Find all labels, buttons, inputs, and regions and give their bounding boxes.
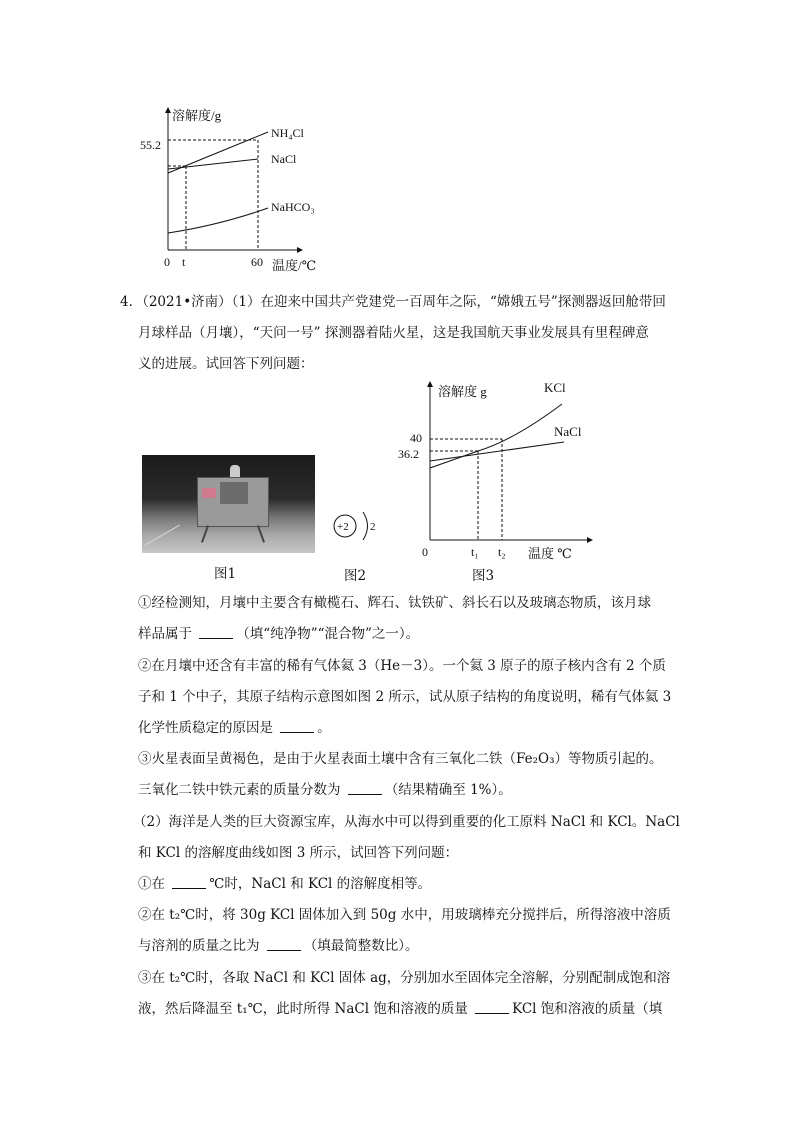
x-axis-label: 温度/℃ [272, 258, 317, 273]
fig3-y-axis-label: 溶解度 g [438, 384, 487, 399]
question-line-1 [120, 293, 666, 311]
fig3-solubility-chart [394, 378, 634, 568]
fig1-caption: 图1 [214, 566, 237, 582]
helium-atom-diagram [332, 508, 382, 544]
body-line-10 [138, 875, 431, 893]
fig3-caption: 图3 [472, 568, 495, 584]
answer-blank-1[interactable] [199, 626, 233, 639]
body-line-10-text-a: ①在 [138, 876, 170, 892]
body-line-11: ②在 t₂℃时，将 30g KCl 固体加入到 50g 水中，用玻璃棒充分搅拌后，所得溶液中溶质 [138, 907, 671, 923]
series-nacl-line [168, 159, 258, 169]
body-line-12-text-a: 与溶剂的质量之比为 [138, 938, 264, 954]
question-source: （2021•济南） [142, 294, 232, 310]
nucleus-charge: +2 [337, 521, 349, 533]
series-nh4cl-label: NH₄Cl [271, 126, 304, 140]
body-line-6: ③火星表面呈黄褐色，是由于火星表面土壤中含有三氧化二铁（Fe₂O₃）等物质引起的。 [138, 751, 663, 767]
body-line-3: ②在月壤中还含有丰富的稀有气体氦 3（He－3）。一个氦 3 原子的原子核内含有 2 个质 [138, 658, 666, 674]
body-line-7 [138, 781, 512, 799]
lander-body [197, 477, 269, 527]
body-line-2-text-b: （填“纯净物”“混合物”之一）。 [236, 626, 420, 642]
y-tick-55-2: 55.2 [140, 138, 161, 152]
x-tick-t: t [182, 255, 186, 269]
answer-blank-3[interactable] [348, 782, 382, 795]
fig3-series-kcl-label: KCl [544, 380, 566, 395]
answer-blank-6[interactable] [475, 1001, 509, 1014]
lander-leg-1 [201, 525, 209, 543]
lander-panel-pink [202, 488, 216, 498]
lander-ramp [145, 525, 180, 546]
answer-blank-4[interactable] [172, 876, 206, 889]
body-line-5-text-b: 。 [317, 720, 331, 736]
answer-blank-2[interactable] [280, 720, 314, 733]
body-line-9: 和 KCl 的溶解度曲线如图 3 所示，试回答下列问题： [138, 845, 459, 861]
moon-lander-photo [142, 455, 315, 553]
answer-blank-5[interactable] [267, 938, 301, 951]
lander-panel-dark [220, 482, 248, 504]
body-line-14-text-b: KCl 饱和溶液的质量（填 [512, 1001, 663, 1017]
fig3-y-tick-40: 40 [410, 431, 422, 445]
series-nahco3-line [168, 208, 268, 233]
y-axis-label: 溶解度/g [172, 108, 222, 123]
question-number: 4． [120, 294, 143, 310]
body-line-13: ③在 t₂℃时，各取 NaCl 和 KCl 固体 ag，分别加水至固体完全溶解，分别配制成饱和溶 [138, 970, 671, 986]
body-line-2-text-a: 样品属于 [138, 626, 197, 642]
body-line-7-text-a: 三氧化二铁中铁元素的质量分数为 [138, 782, 345, 798]
intro-line-2: 月球样品（月壤），“天问一号” 探测器着陆火星，这是我国航天事业发展具有里程碑意 [138, 325, 649, 341]
intro-line-1: （1）在迎来中国共产党建党一百周年之际，“嫦娥五号”探测器返回舱带回 [231, 294, 666, 310]
electron-shell-arc [363, 512, 368, 540]
body-line-1: ①经检测知，月壤中主要含有橄榄石、辉石、钛铁矿、斜长石以及玻璃态物质，该月球 [138, 595, 651, 611]
intro-line-3: 义的进展。试回答下列问题： [138, 356, 314, 372]
series-nacl-label: NaCl [271, 152, 297, 166]
electron-count: 2 [370, 521, 376, 533]
fig3-x-axis-label: 温度 ℃ [528, 546, 572, 561]
body-line-14-text-a: 液，然后降温至 t₁℃，此时所得 NaCl 饱和溶液的质量 [138, 1001, 473, 1017]
x-tick-0: 0 [164, 255, 170, 269]
body-line-10-text-b: ℃时，NaCl 和 KCl 的溶解度相等。 [209, 876, 432, 892]
body-line-5 [138, 719, 331, 737]
body-line-12 [138, 937, 419, 955]
x-tick-60: 60 [251, 255, 263, 269]
body-line-7-text-b: （结果精确至 1%）。 [384, 782, 512, 798]
fig3-x-tick-t2: t₂ [498, 545, 506, 559]
fig3-x-tick-0: 0 [422, 545, 428, 559]
body-line-4: 子和 1 个中子，其原子结构示意图如图 2 所示，试从原子结构的角度说明，稀有气体氦 3 [138, 689, 672, 705]
body-line-12-text-b: （填最简整数比）。 [303, 938, 419, 954]
series-nahco3-label: NaHCO₃ [271, 200, 315, 214]
fig2-caption: 图2 [344, 568, 367, 584]
fig3-series-nacl-label: NaCl [554, 424, 582, 439]
fig3-y-tick-36-2: 36.2 [398, 447, 419, 461]
body-line-14 [138, 1000, 662, 1018]
fig3-x-tick-t1: t₁ [471, 545, 479, 559]
body-line-2 [138, 625, 419, 643]
lander-leg-2 [257, 525, 265, 543]
body-line-8: （2）海洋是人类的巨大资源宝库，从海水中可以得到重要的化工原料 NaCl 和 KCl。NaCl [133, 814, 680, 830]
body-line-5-text-a: 化学性质稳定的原因是 [138, 720, 278, 736]
top-solubility-chart [130, 100, 350, 280]
